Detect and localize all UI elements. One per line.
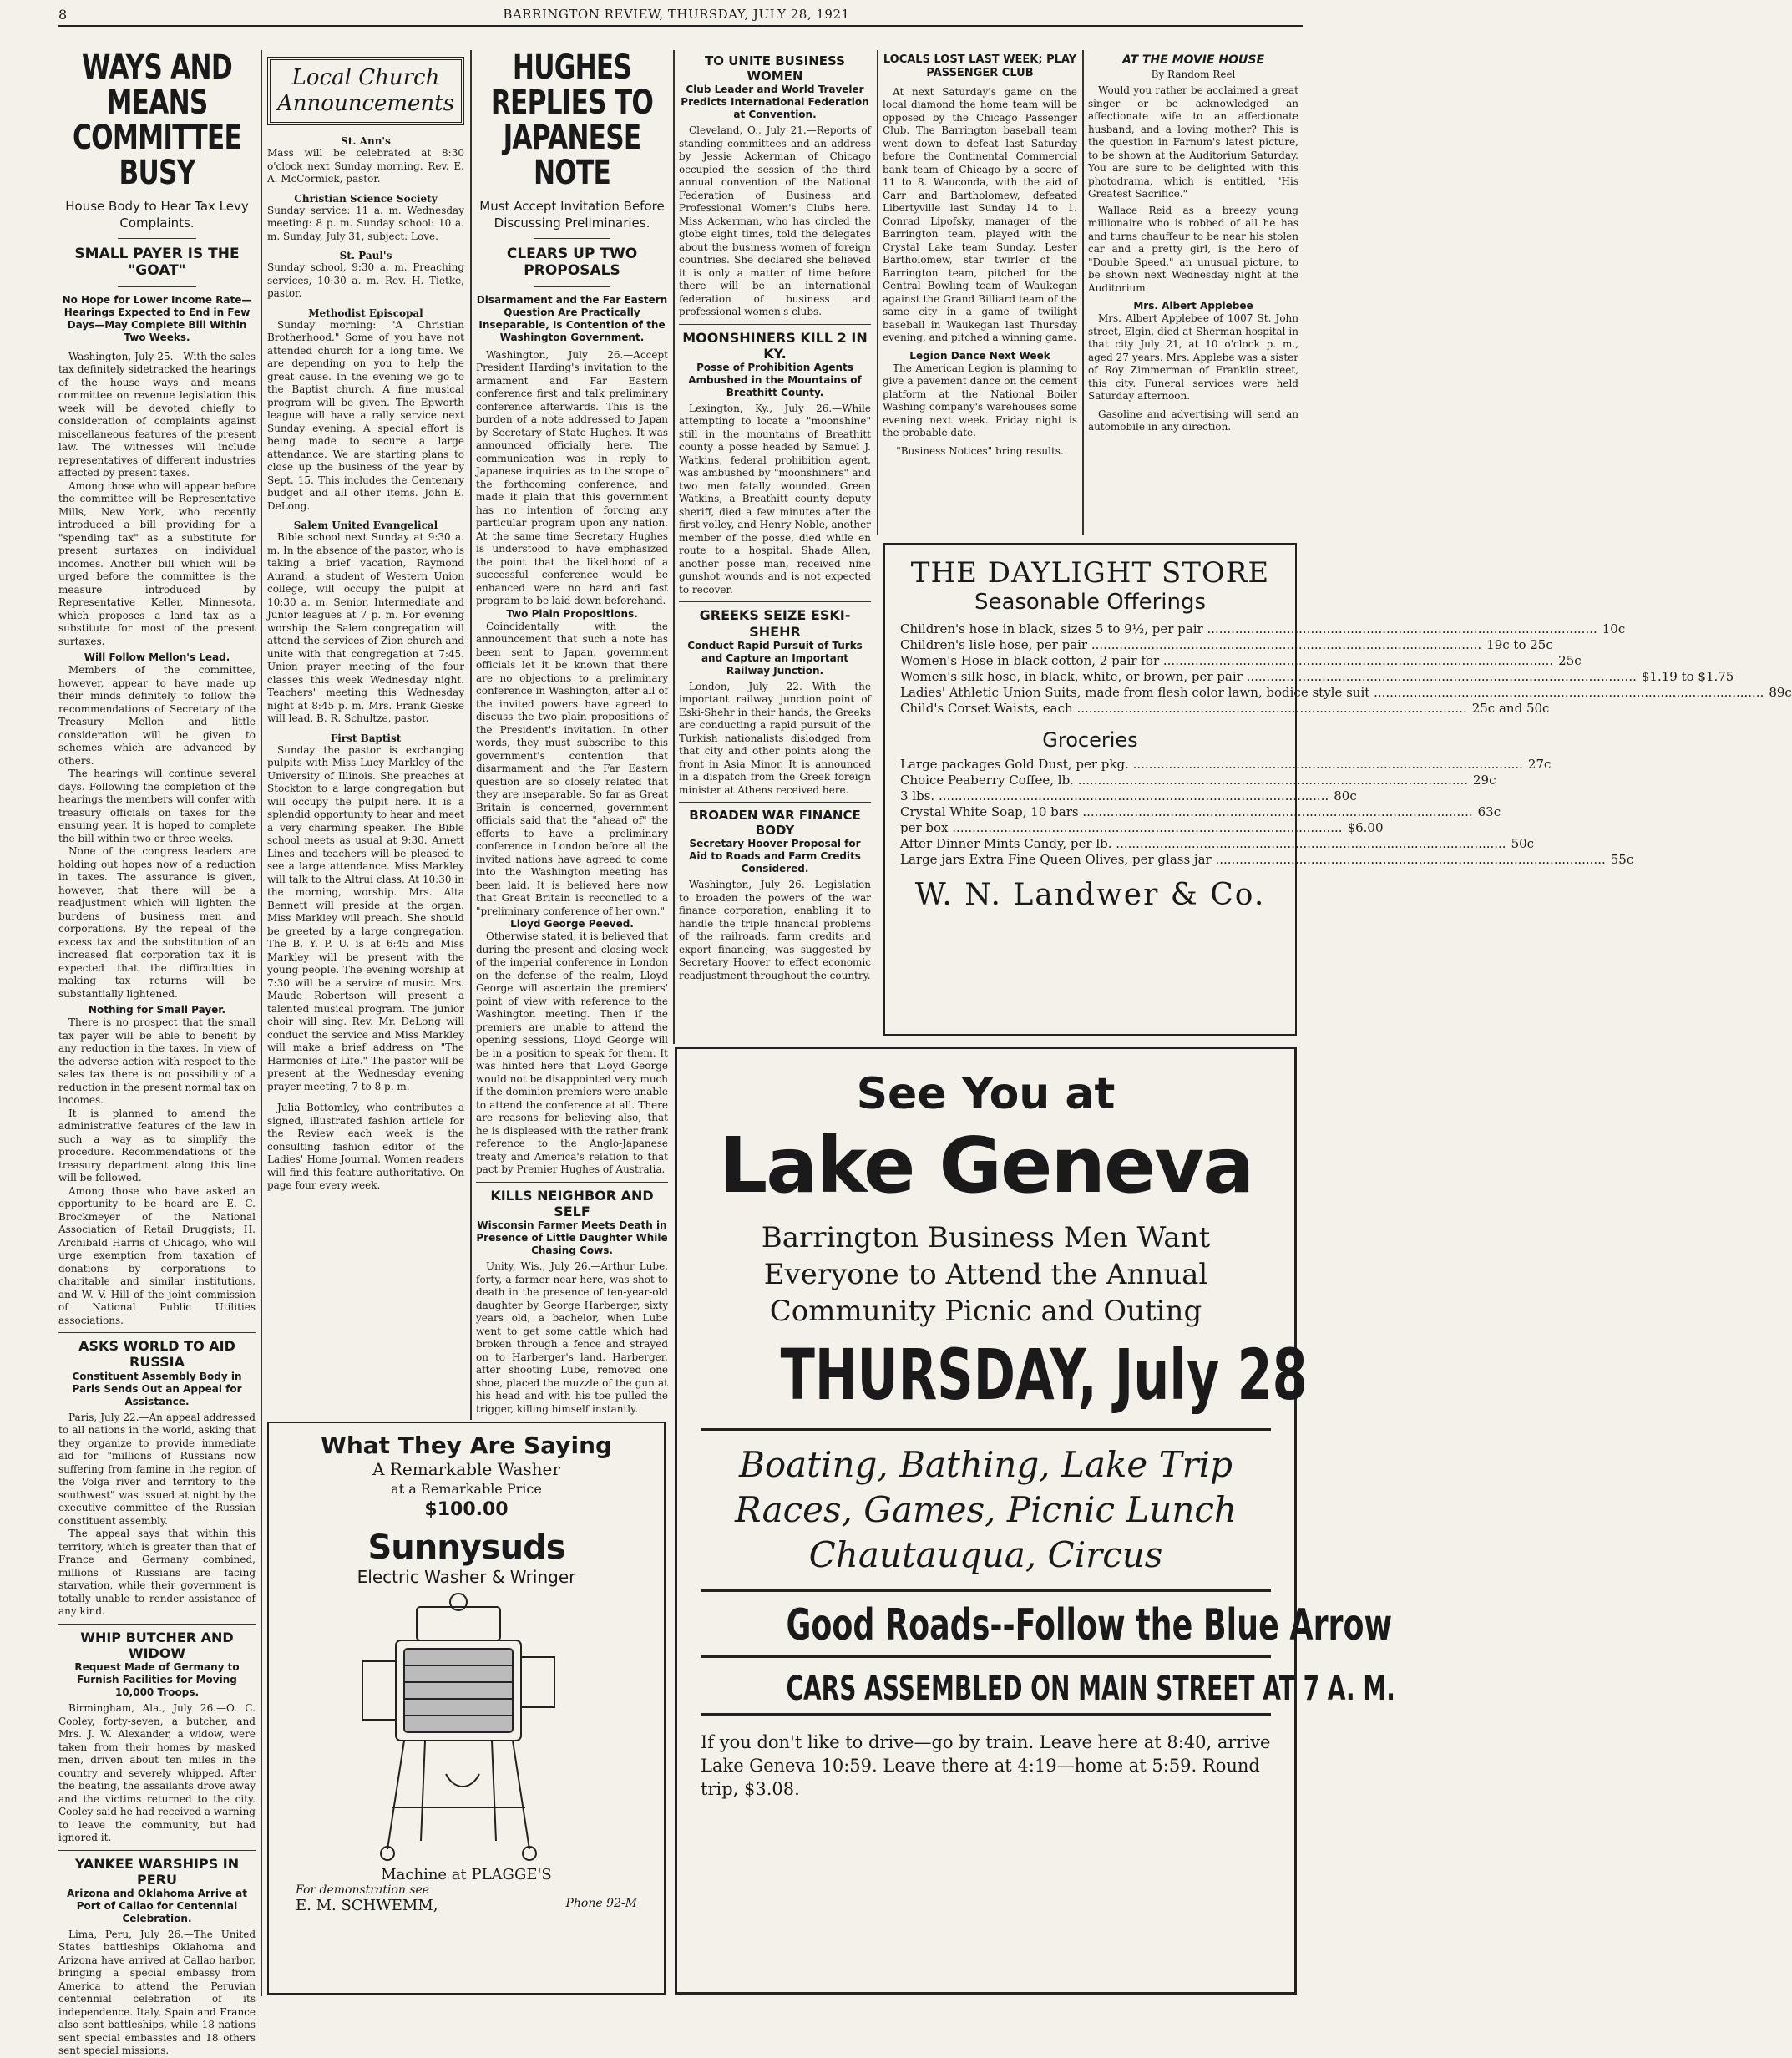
washer-machine-at: Machine at PLAGGE'S [381,1866,552,1883]
subhead-two-proposals: CLEARS UP TWO PROPOSALS [506,246,638,280]
church-notice: Mass will be celebrated at 8:30 o'clock next Sunday morning. Rev. E. A. McCormick, pastor. [267,147,464,185]
item-description: Choice Peaberry Coffee, lb. ..... [900,773,1468,788]
subhead-nothing-for-small-payer: Nothing for Small Payer. [88,1004,226,1016]
groceries-heading: Groceries [1042,728,1138,752]
article-paragraph: Among those who have asked an opportunity to be heard are E. C. Brockmeyer of the National Association of Retail Druggists; H. Archibald Harris of Chicago, who will urge exemption from taxation of donations by corporations to charitable and similar institutions, and W. V. Hill of the joint commission of National Public Utilities associations. [58,1184,256,1326]
deck-ways-means: House Body to Hear Tax Levy Complaints. [65,199,249,231]
geneva-lake-title: Lake Geneva [718,1121,1253,1210]
washer-brand-sub: Electric Washer & Wringer [357,1567,576,1587]
divider [534,286,610,287]
column-rule [261,50,262,1996]
geneva-roads: Good Roads--Follow the Blue Arrow [786,1600,1393,1650]
store-item-row [900,701,1550,717]
top-rule [58,25,1303,27]
item-description: per box ..... [900,820,1343,836]
divider [701,1589,1271,1592]
article-paragraph: Mrs. Albert Applebee of 1007 St. John street, Elgin, died at Sherman hospital in that city July 21, at 10 o'clock p. m., aged 27 years. Mrs. Applebe was a sister of Roy Zimmerman of Franklin street, this city. Funeral services were held Saturday afternoon. [1088,312,1298,402]
church-section-title: Local Church Announcements [267,57,464,125]
column-hughes [476,48,668,1415]
article-paragraph: At next Saturday's game on the local diamond the home team will be opposed by the Chicago Passenger Club. The Barrington baseball team went down to defeat last Saturday before the Continental Commercial bank team of Chicago by a score of 11 to 8. Wauconda, with the aid of Carr and Bartholomew, defeated Libertyville last Sunday 14 to 1. Conrad Lipofsky, manager of the Barrington team, played with the Crystal Lake team Sunday. Lester Bartholomew, star twirler of the Barrington team, pitched for the Central Bowling team of Waukegan against the Grand Billiard team of the same city in a game of twilight baseball in Waukegan last Thursday evening, and pitched a winning game. [883,85,1077,343]
article-paragraph: London, July 22.—With the important railway junction point of Eski-Shehr in their hands, the Greeks are conducting a rapid pursuit of the Turkish nationalists dislodged from that city and other points along the front in Asia Minor. It is announced in a dispatch from the Greek foreign minister at Athens received here. [679,680,871,796]
store-item-row [900,621,1626,637]
geneva-train-info: If you don't like to drive—go by train. Leave here at 8:40, arrive Lake Geneva 10:59. Leave there at 4:19—home at 5:59. Round trip, $3.08. [701,1732,1271,1799]
washer-ad-title: What They Are Saying [320,1432,613,1459]
geneva-activities: Boating, Bathing, Lake Trip [738,1444,1233,1485]
item-description: Large jars Extra Fine Queen Olives, per glass jar ..... [900,852,1606,868]
subhead-small-payer: SMALL PAYER IS THE "GOAT" [74,246,240,280]
column-movie-house [1088,53,1298,530]
store-item-row [900,685,1792,701]
notice-business: "Business Notices" bring results. [896,444,1064,457]
article-paragraph: Washington, July 26.—Accept President Harding's invitation to the armament and Far Eastern conference first and talk preliminary conference afterwards. This is the burden of a note addressed to Japan by Secretary of State Hughes. It was announced officially here. The communication was in reply to Japanese inquiries as to the scope of the forthcoming conference, and made it plain that this government has no intention of forcing any particular program upon any nation. At the same time Secretary Hughes is understood to have emphasized the point that the likelihood of a successful conference would be enhanced were no hard and fast program to be laid down beforehand. [476,348,668,607]
headline-business-women: TO UNITE BUSINESS WOMEN [705,53,845,84]
item-description: After Dinner Mints Candy, per lb. ..... [900,836,1506,852]
deck-greeks: Conduct Rapid Pursuit of Turks and Capture an Important Railway Junction. [687,639,863,677]
item-price: 80c [1334,788,1357,803]
washer-ad-sub: at a Remarkable Price [391,1481,542,1497]
headline-hughes: HUGHES REPLIES TO JAPANESE NOTE [490,48,654,192]
column-rule [470,50,472,1420]
item-description: Crystal White Soap, 10 bars ..... [900,804,1473,820]
headline-movie-house: AT THE MOVIE HOUSE [1121,53,1265,67]
deck-whip-butcher: Request Made of Germany to Furnish Facilities for Moving 10,000 Troops. [74,1661,240,1699]
store-item-row [900,669,1734,685]
ad-daylight-store [883,543,1792,1036]
church-heading: Methodist Episcopal [308,307,423,319]
headline-kills-neighbor: KILLS NEIGHBOR AND SELF [490,1187,654,1219]
article-paragraph: Lexington, Ky., July 26.—While attempting to locate a "moonshine" still in the mountains of Breathitt county a posse headed by Samuel J. Watkins, federal prohibition agent, was ambushed by "moonshiners" and two men fatally wounded. Green Watkins, a Breathitt county deputy sheriff, died a few minutes after the first volley, and Henry Noble, another member of the posse, died while en route to a hospital. Shade Allen, another posse man, received nine gunshot wounds and is not expected to recover. [679,402,871,596]
article-paragraph: Cleveland, O., July 21.—Reports of standing committees and an address by Jessie Ackerman of Chicago occupied the session of the third annual convention of the National Federation of Business and Professional Women's Clubs here. Miss Ackerman, who has circled the globe eight times, told the delegates about the business women of foreign countries. She declared she believed it is only a matter of time before there will be an international federation of business and professional women's clubs. [679,124,871,317]
article-paragraph: Members of the committee, however, appear to have made up their minds definitely to follow the recommendations of Secretary of the Treasury Mellon and little consideration will be given to schemes which are advanced by others. [58,664,256,767]
column-ways-and-means [58,48,256,2057]
store-title: THE DAYLIGHT STORE [910,556,1270,590]
article-paragraph: Paris, July 22.—An appeal addressed to all nations in the world, asking that they organize to provide immediate aid for "millions of Russians now suffering from famine in the region of the Volga river and territory to the southwest" was issued at night by the executive committee of the Russian constituent assembly. [58,1411,256,1527]
grocery-item-row [900,836,1535,852]
article-paragraph: There is no prospect that the small tax payer will be able to benefit by any reduction in the taxes. In view of the adverse action with respect to the sales tax there is no possibility of a reduction in the present normal tax on incomes. [58,1016,256,1107]
item-price: 50c [1511,836,1535,851]
article-paragraph: Washington, July 25.—With the sales tax definitely sidetracked the hearings of the house ways and means committee on revenue legislation this week will be devoted chiefly to consideration of complaints against miscellaneous features of the present law. The witnesses will include representatives of different industries affected by present taxes. [58,350,256,479]
deck-russia: Constituent Assembly Body in Paris Sends Out an Appeal for Assistance. [72,1370,242,1407]
store-subtitle: Seasonable Offerings [974,590,1207,615]
item-price: 25c and 50c [1471,701,1550,716]
item-price: 55c [1610,852,1634,867]
geneva-activities: Chautauqua, Circus [808,1534,1163,1575]
subhead-two-plain: Two Plain Propositions. [506,607,638,620]
article-paragraph: Otherwise stated, it is believed that during the present and closing week of the imperial conference in London on the defense of the realm, Lloyd George will ascertain the premiers' point of view with reference to the Washington meeting. Then if the premiers are unable to attend the opening sessions, Lloyd George will be in a position to speak for them. It was hinted here that Lloyd George would not be disappointed very much if the dominion premiers were unable to attend the conference at all. There are reasons for believing also, that he is displeased with the rather frank reference to the Anglo-Japanese treaty and America's relation to that pact by Premier Hughes of Australia. [476,930,668,1176]
item-description: Large packages Gold Dust, per pkg. ..... [900,757,1523,773]
church-notice: Sunday the pastor is exchanging pulpits with Miss Lucy Markley of the University of Illinois. She preaches at Stockton to a large congregation but will occupy the pulpit here. It is a splendid opportunity to hear and meet a very charming speaker. The Bible school meets as usual at 9:30. Arnett Lines and teachers will be pleased to see a large attendance. Miss Markley will talk to the Altrui class. At 10:30 in the morning, worship. Mrs. Alta Bennett will preside at the organ. Miss Markley will preach. She should be greeted by a large congregation. The B. Y. P. U. is at 6:45 and Miss Markley will be present with the young people. The evening worship at 7:30 will be a service of music. Mrs. Maude Robertson will present a talented musical program. The junior choir will sing. Rev. Mr. DeLong will conduct the service and Miss Markley will make a brief address on "The Harmonies of Life." The pastor will be present at the Wednesday evening prayer meeting, 7 to 8 p. m. [267,743,464,1092]
store-item-row [900,637,1553,653]
divider [701,1428,1271,1431]
church-heading: St. Paul's [339,250,392,262]
item-description: Children's hose in black, sizes 5 to 9½, per pair ..... [900,621,1597,637]
article-paragraph: It is planned to amend the administrative features of the law in such a way as to simplify the procedure. Recommendations of the treasury department along this line will be followed. [58,1107,256,1184]
subdeck-two-proposals: Disarmament and the Far Eastern Question Are Practically Inseparable, Is Contention of the Washington Government. [476,293,668,343]
article-paragraph: Washington, July 26.—Legislation to broaden the powers of the war finance corporation, enabling it to handle the triple financial problems of the railroads, farm credits and export financing, was suggested by Secretary Hoover to effect economic readjustment throughout the country. [679,879,871,981]
geneva-activities: Races, Games, Picnic Lunch [735,1489,1237,1530]
church-heading: Christian Science Society [294,192,438,205]
article-paragraph: Among those who will appear before the committee will be Representative Mills, New York, who recently introduced a bill providing for a "spending tax" as a substitute for present surtaxes on individual incomes. Another bill which will be urged before the committee is the measure introduced by Representative Keller, Minnesota, which proposes a land tax as a substitute for most of the present surtaxes. [58,479,256,647]
church-heading: First Baptist [330,732,402,744]
column-church-announcements [267,57,464,1410]
grocery-item-row [900,773,1496,788]
article-paragraph: The American Legion is planning to give a pavement dance on the cement platform at the National Boiler Washing company's warehouses some evening next week. Friday night is the probable date. [883,362,1077,438]
item-price: 29c [1472,773,1496,788]
item-price: 89c [1769,685,1792,700]
geneva-line: Community Picnic and Outing [769,1295,1202,1328]
headline-obituary: Mrs. Albert Applebee [1133,300,1253,312]
article-paragraph: Lima, Peru, July 26.—The United States battleships Oklahoma and Arizona have arrived at Callao harbor, bringing a special embassy from America to attend the Peruvian centennial celebration of its independence. Italy, Spain and France also sent battleships, while 18 nations sent special embassies and 18 others sent special missions. [58,1928,256,2057]
headline-moonshiners: MOONSHINERS KILL 2 IN KY. [682,329,868,362]
grocery-item-row [900,804,1501,820]
geneva-line: Barrington Business Men Want [761,1221,1211,1255]
item-description: Ladies' Athletic Union Suits, made from flesh color lawn, bodice style suit ..... [900,685,1764,701]
geneva-cars: CARS ASSEMBLED ON MAIN STREET AT 7 A. M. [786,1670,1395,1708]
washer-price: $100.00 [424,1499,509,1520]
item-price: $1.19 to $1.75 [1641,669,1734,684]
washer-ad-sub: A Remarkable Washer [372,1459,560,1479]
headline-ways-means: WAYS AND MEANS COMMITTEE BUSY [72,48,242,192]
subhead-mellon: Will Follow Mellon's Lead. [84,651,230,664]
washer-brand: Sunnysuds [367,1528,565,1567]
column-news-briefs [679,53,871,1039]
church-notice: Sunday morning: "A Christian Brotherhood." Some of you have not attended church for a long time. We are depending on you to help the great cause. In the evening we go to the Baptist church. A fine musical program will be given. The Epworth league will have a rally service next Sunday evening. A special effort is being made to secure a large attendance. We are starting plans to close up the business of the year by Sept. 15. This includes the Centenary budget and all other items. John E. DeLong. [267,318,464,512]
deck-business-women: Club Leader and World Traveler Predicts International Federation at Convention. [681,84,869,120]
column-rule [1082,50,1084,535]
masthead: BARRINGTON REVIEW, THURSDAY, JULY 28, 1921 [503,7,850,22]
column-locals [883,53,1077,530]
item-price: $6.00 [1347,820,1384,835]
item-description: Child's Corset Waists, each ..... [900,701,1467,717]
church-heading: Salem United Evangelical [293,520,438,532]
divider [476,1182,668,1183]
divider [701,1655,1271,1658]
divider [701,1713,1271,1716]
divider [534,238,610,239]
page-number: 8 [58,7,68,23]
grocery-item-row [900,757,1552,773]
divider [118,286,196,287]
washer-dealer-row [279,1897,654,1914]
store-owner: W. N. Landwer & Co. [914,878,1266,912]
grocery-item-row [900,788,1357,804]
headline-peru: YANKEE WARSHIPS IN PERU [74,1855,240,1888]
washer-demo: For demonstration see [296,1883,430,1897]
notice-gasoline: Gasoline and advertising will send an automobile in any direction. [1088,408,1298,433]
subhead-lloyd-george: Lloyd George Peeved. [510,918,634,930]
grocery-item-list [900,757,1634,868]
washer-illustration-icon [279,1590,657,1866]
store-item-list [900,621,1792,717]
headline-locals: LOCALS LOST LAST WEEK; PLAY PASSENGER CLUB [883,53,1077,80]
article-paragraph: Birmingham, Ala., July 26.—O. C. Cooley, forty-seven, a butcher, and Mrs. J. W. Alexander, a widow, were taken from their homes by masked men, driven about ten miles in the country and severely whipped. After the beating, the assailants drove away and the victims returned to the city. Cooley said he had received a warning to leave the community, but had ignored it. [58,1702,256,1844]
article-paragraph: The hearings will continue several days. Following the completion of the hearings the members will confer with treasury officials on taxes for the ensuing year. It is hoped to complete the bill within two or three weeks. [58,768,256,844]
article-paragraph: Coincidentally with the announcement that such a note has been sent to Japan, government officials let it be known that there are no objections to a preliminary conference in Washington, after all of the invited powers have agreed to discuss the two plain propositions of the President's invitation. In other words, they must subscribe to this government's contention that disarmament and the Far Eastern question are so closely related that they are inseparable. So far as Great Britain is concerned, government officials said that the "ahead of" the efforts to have a preliminary conference in London before all the invited nations have agreed to come into the Washington meeting has been laid. It is believed here now that Great Britain is reconciled to a "preliminary conference of her own." [476,620,668,917]
ad-lake-geneva [675,1047,1395,1995]
headline-russia: ASKS WORLD TO AID RUSSIA [78,1338,235,1371]
column-rule [673,50,675,1044]
article-paragraph: Wallace Reid as a breezy young millionaire who is robbed of all he has and turns chauffeur to be near his stolen car and a pretty girl, is the hero of "Double Speed," an unusual picture, to be shown next Wednesday night at the Auditorium. [1088,204,1298,294]
item-price: 25c [1558,653,1582,668]
column-rule [877,50,878,535]
church-notice: Sunday school, 9:30 a. m. Preaching services, 10:30 a. m. Rev. H. Tietke, pastor. [267,261,464,300]
divider [118,238,196,239]
church-notice: Bible school next Sunday at 9:30 a. m. In the absence of the pastor, who is taking a brief vacation, Raymond Aurand, a student of Western Union college, will occupy the pulpit at 10:30 a. m. Senior, Intermediate and Junior leagues at 7 p. m. For evening worship the Salem congregation will attend the services of Zion church and unite with that congregation at 7:45. Union prayer meeting of the four classes this week Wednesday night. Teachers' meeting this Wednesday night at 8:45 p. m. Mrs. Frank Gieske will lead. B. R. Schultze, pastor. [267,531,464,725]
article-paragraph: None of the congress leaders are holding out hopes now of a reduction in taxes. The assurance is given, however, that there will be a readjustment which will lighten the burdens of business men and corporations. By the repeal of the excess tax and the substitution of an increased flat corporation tax it is expected that the difficulties in making tax returns will be substantially lightened. [58,845,256,1000]
headline-legion-dance: Legion Dance Next Week [909,349,1050,362]
deck-hughes: Must Accept Invitation Before Discussing Preliminaries. [479,199,665,231]
grocery-item-row [900,852,1634,868]
geneva-line: Everyone to Attend the Annual [763,1258,1208,1291]
item-price: 27c [1527,757,1552,772]
article-paragraph: Would you rather be acclaimed a great singer or be acknowledged an affectionate wife to an affectionate husband, and a loving mother? This is the question in Farnum's latest picture, to be shown at the Auditorium Saturday. You are sure to be delighted with this photodrama, which is entitled, "His Greatest Sacrifice." [1088,84,1298,200]
washer-dealer: E. M. SCHWEMM, [296,1897,438,1914]
article-paragraph: Unity, Wis., July 26.—Arthur Lube, forty, a farmer near here, was shot to death in the presence of ten-year-old daughter by George Harberger, sixty years old, a bachelor, when Lube went to get some cattle which had broken through a fence and strayed on to Harberger's land. Harberger, after shooting Lube, removed one shoe, placed the muzzle of the gun at his head and with his toe pulled the trigger, killing himself instantly. [476,1260,668,1415]
item-description: 3 lbs. ..... [900,788,1329,804]
divider [679,324,871,325]
subdeck-small-payer: No Hope for Lower Income Rate—Hearings Expected to End in Few Days—May Complete Bill Within Two Weeks. [62,293,252,343]
ad-sunnysuds-washer [267,1422,666,1995]
divider [679,802,871,803]
headline-greeks: GREEKS SEIZE ESKI-SHEHR [699,607,851,640]
church-heading: St. Ann's [341,135,391,148]
deck-peru: Arizona and Oklahoma Arrive at Port of Callao for Centennial Celebration. [67,1887,247,1924]
deck-moonshiners: Posse of Prohibition Agents Ambushed in the Mountains of Breathitt County. [688,361,862,398]
item-price: 19c to 25c [1486,637,1553,652]
divider [679,601,871,602]
headline-whip-butcher: WHIP BUTCHER AND WIDOW [80,1629,234,1661]
divider [58,1624,256,1625]
item-description: Women's silk hose, in black, white, or brown, per pair ..... [900,669,1637,685]
divider [58,1850,256,1851]
church-notice: Sunday service: 11 a. m. Wednesday meeting: 8 p. m. Sunday school: 10 a. m. Sunday, July 31, subject: Love. [267,204,464,242]
washer-phone: Phone 92-M [565,1897,637,1910]
deck-kills-neighbor: Wisconsin Farmer Meets Death in Presence of Little Daughter While Chasing Cows. [476,1219,668,1257]
item-price: 63c [1477,804,1501,819]
store-item-row [900,653,1582,669]
item-description: Children's lisle hose, per pair ..... [900,637,1481,653]
item-price: 10c [1602,621,1626,636]
article-paragraph: The appeal says that within this territory, which is greater than that of France and Germany combined, millions of Russians are facing starvation, while their government is totally unable to render assistance of any kind. [58,1528,256,1618]
headline-war-finance: BROADEN WAR FINANCE BODY [689,808,861,839]
geneva-date: THURSDAY, July 28 [780,1334,1308,1416]
geneva-see-you: See You at [856,1069,1116,1119]
deck-war-finance: Secretary Hoover Proposal for Aid to Roads and Farm Credits Considered. [689,838,861,875]
grocery-item-row [900,820,1384,836]
movie-byline: By Random Reel [1151,68,1236,80]
church-notice: Julia Bottomley, who contributes a signed, illustrated fashion article for the Review each week is the consulting fashion editor of the Ladies' Home Journal. Women readers will find this feature authoritative. On page four every week. [267,1102,464,1192]
divider [58,1332,256,1333]
item-description: Women's Hose in black cotton, 2 pair for ..... [900,653,1553,669]
